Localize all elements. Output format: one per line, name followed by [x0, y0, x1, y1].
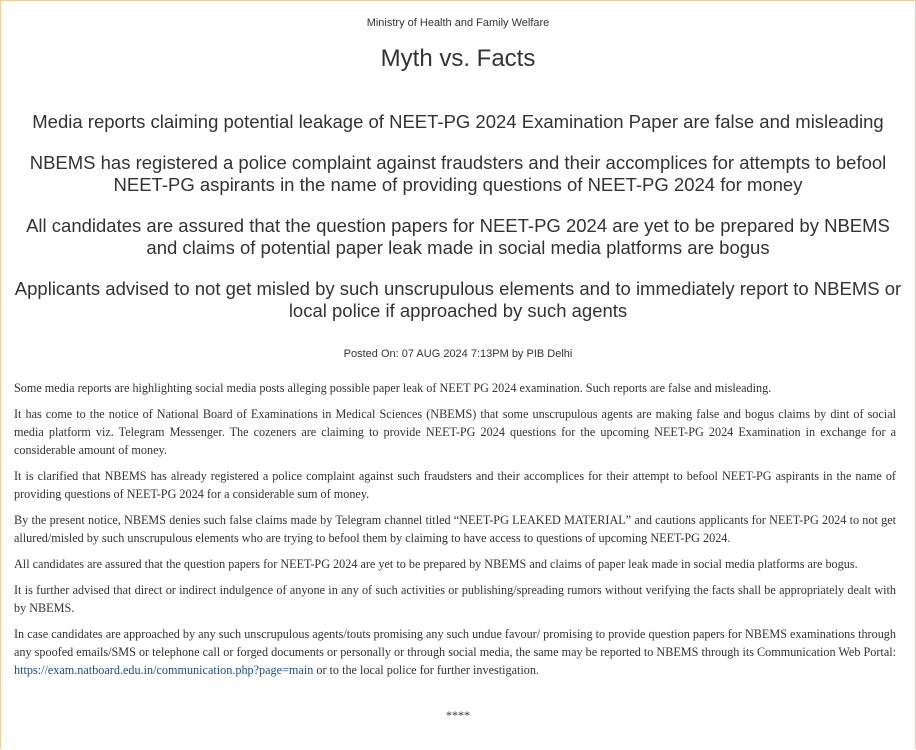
- headlines: [9, 111, 907, 341]
- report-text: In case candidates are approached by any such unscrupulous agents/touts promising any such undue favour/ promising to provide question papers for NBEMS examinations through any spoofed emails/SMS or telephone call or forged documents or personally or through social media, the same may be reported to NBEMS through its Communication Web Portal:: [14, 627, 896, 659]
- body-paragraph: All candidates are assured that the question papers for NEET-PG 2024 are yet to be prepared by NBEMS and claims of paper leak made in social media platforms are bogus.: [14, 557, 858, 571]
- page-title: Myth vs. Facts: [380, 45, 536, 72]
- body-paragraph-report: [14, 625, 896, 679]
- communication-portal-link[interactable]: https://exam.natboard.edu.in/communication.php?page=main: [14, 663, 314, 677]
- posted-on: Posted On: 07 AUG 2024 7:13PM by PIB Delhi: [343, 348, 573, 360]
- body-paragraph: It is further advised that direct or indirect indulgence of anyone in any of such activities or publishing/spreading rumors without verifying the facts shall be appropriately dealt with by NBEMS.: [14, 583, 896, 615]
- headline: Applicants advised to not get misled by such unscrupulous elements and to immediately report to NBEMS or local police if approached by such agents: [14, 278, 902, 321]
- ministry-name: Ministry of Health and Family Welfare: [366, 17, 550, 29]
- body-paragraph: Some media reports are highlighting social media posts alleging possible paper leak of NEET PG 2024 examination. Such reports are false and misleading.: [14, 381, 772, 395]
- report-text-end: or to the local police for further investigation.: [313, 663, 540, 677]
- body-paragraph: It is clarified that NBEMS has already registered a police complaint against such fraudsters and their accomplices for their attempt to befool NEET-PG aspirants in the name of providing questions of NEET-PG 2024 for a considerable sum of money.: [14, 469, 896, 501]
- end-mark: ****: [446, 708, 470, 722]
- headline: NBEMS has registered a police complaint against fraudsters and their accomplices for attempts to befool NEET-PG aspirants in the name of providing questions of NEET-PG 2024 for money: [29, 152, 887, 195]
- headline: Media reports claiming potential leakage of NEET-PG 2024 Examination Paper are false and misleading: [32, 111, 884, 132]
- headline: All candidates are assured that the question papers for NEET-PG 2024 are yet to be prepared by NBEMS and claims of potential paper leak made in social media platforms are bogus: [26, 215, 890, 258]
- body-paragraph: It has come to the notice of National Board of Examinations in Medical Sciences (NBEMS) that some unscrupulous agents are making false and bogus claims by dint of social media platform viz. Telegram Messenger. The cozeners are claiming to provide NEET-PG 2024 questions for the upcoming NEET-PG 2024 Examination in exchange for a considerable amount of money.: [14, 407, 896, 457]
- body-paragraph: By the present notice, NBEMS denies such false claims made by Telegram channel titled “NEET-PG LEAKED MATERIAL” and cautions applicants for NEET-PG 2024 to not get allured/misled by such unscrupulous elements who are trying to befool them by claiming to have access to questions of upcoming NEET-PG 2024.: [14, 513, 896, 545]
- release-body: [14, 379, 896, 687]
